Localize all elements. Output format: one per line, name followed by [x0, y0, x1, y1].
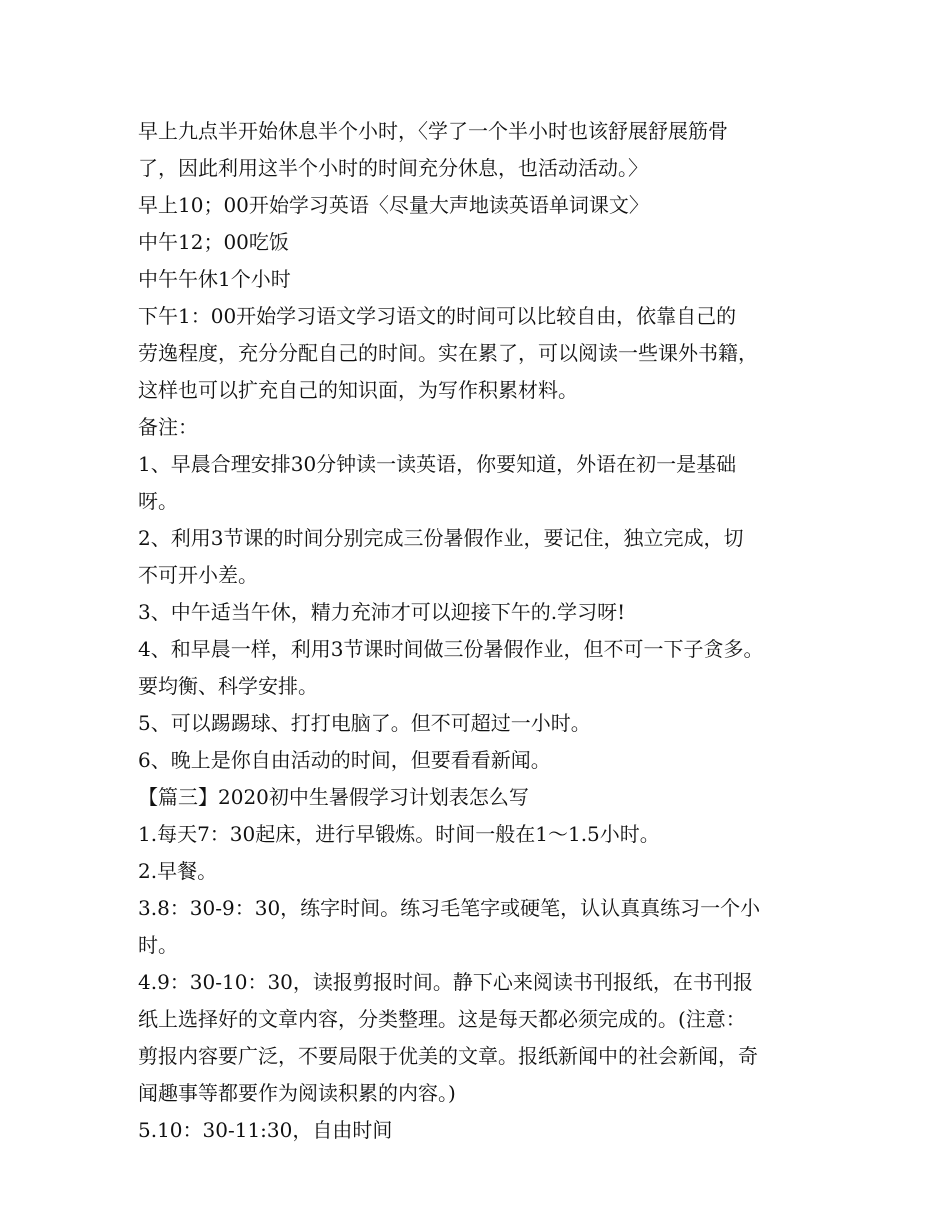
plan-item: 2.早餐。 [138, 859, 218, 883]
text-line: 下午1：00开始学习语文学习语文的时间可以比较自由，依靠自己的 [138, 304, 737, 328]
text-line: 闻趣事等都要作为阅读积累的内容。) [138, 1081, 456, 1105]
text-line: 剪报内容要广泛，不要局限于优美的文章。报纸新闻中的社会新闻，奇 [138, 1044, 758, 1068]
notes-heading: 备注： [138, 415, 198, 439]
note-item: 4、和早晨一样，利用3节课时间做三份暑假作业，但不可一下子贪多。 [138, 637, 764, 661]
note-item: 2、利用3节课的时间分别完成三份暑假作业，要记住，独立完成，切 [138, 526, 744, 550]
text-line: 纸上选择好的文章内容，分类整理。这是每天都必须完成的。(注意： [138, 1007, 746, 1031]
note-item: 5、可以踢踢球、打打电脑了。但不可超过一小时。 [138, 711, 591, 735]
note-item: 3、中午适当午休，精力充沛才可以迎接下午的.学习呀! [138, 600, 626, 624]
section-heading: 【篇三】2020初中生暑假学习计划表怎么写 [138, 785, 529, 809]
plan-item: 1.每天7：30起床，进行早锻炼。时间一般在1～1.5小时。 [138, 822, 660, 846]
note-item: 6、晚上是你自由活动的时间，但要看看新闻。 [138, 748, 551, 772]
plan-item: 4.9：30-10：30，读报剪报时间。静下心来阅读书刊报纸，在书刊报 [138, 970, 753, 994]
note-item: 1、早晨合理安排30分钟读一读英语，你要知道，外语在初一是基础 [138, 452, 737, 476]
text-line: 中午午休1个小时 [138, 267, 291, 291]
document-page [138, 113, 828, 1149]
plan-item: 3.8：30-9：30，练字时间。练习毛笔字或硬笔，认认真真练习一个小 [138, 896, 761, 920]
text-line: 早上九点半开始休息半个小时，〈学了一个半小时也该舒展舒展筋骨 [138, 119, 728, 143]
text-line: 劳逸程度，充分分配自己的时间。实在累了，可以阅读一些课外书籍， [138, 341, 758, 365]
plan-item: 5.10：30-11:30，自由时间 [138, 1118, 393, 1142]
text-line: 不可开小差。 [138, 563, 258, 587]
text-line: 呀。 [138, 489, 178, 513]
text-line: 要均衡、科学安排。 [138, 674, 318, 698]
text-line: 时。 [138, 933, 178, 957]
text-line: 早上10；00开始学习英语〈尽量大声地读英语单词课文〉 [138, 193, 649, 217]
text-line: 了，因此利用这半个小时的时间充分休息，也活动活动。〉 [138, 156, 648, 180]
text-line: 这样也可以扩充自己的知识面，为写作积累材料。 [138, 378, 578, 402]
text-line: 中午12；00吃饭 [138, 230, 289, 254]
